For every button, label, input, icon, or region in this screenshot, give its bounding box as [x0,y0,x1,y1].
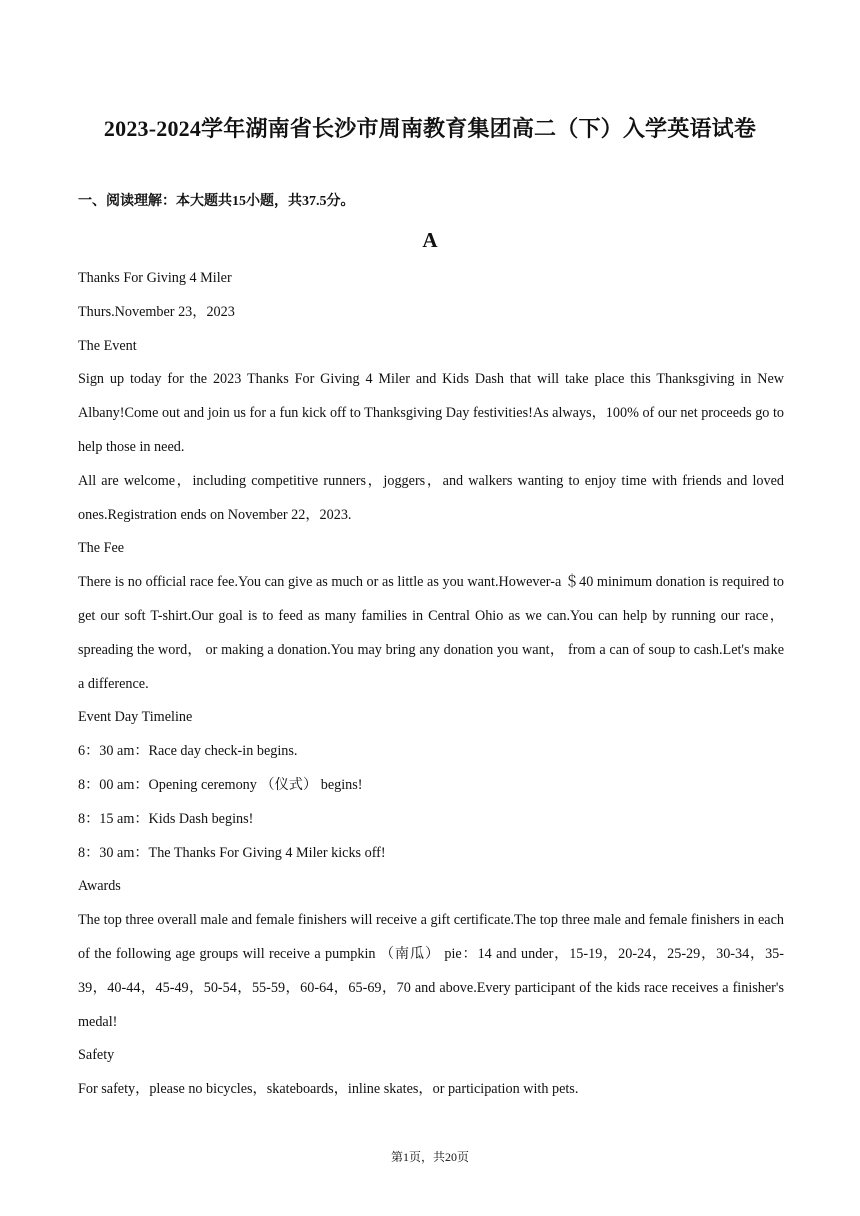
paragraph-awards: The top three overall male and female finishers will receive a gift certificate.The top three male and female finishers in each of the following age groups will receive a pumpkin （南瓜） pie：14 and under，15-19，20-24，25-29，30-34，35-39，40-44，45-49，50-54，55-59，60-64，65-69，70 and above.Every participant of the kids race receives a finisher's medal! [78,912,784,1030]
heading-the-event: The Event [78,337,137,354]
heading-awards: Awards [78,878,121,895]
heading-the-fee: The Fee [78,540,125,557]
page-footer: 第1页，共20页 [390,1150,469,1164]
event-name: Thanks For Giving 4 Miler [78,270,232,286]
section-heading: 一、阅读理解：本大题共15小题，共37.5分。 [78,194,355,209]
heading-safety: Safety [78,1047,115,1064]
timeline-item: 6：30 am：Race day check-in begins. [78,743,298,760]
passage-body [78,262,784,1107]
exam-title: 2023-2024学年湖南省长沙市周南教育集团高二（下）入学英语试卷 [103,116,757,141]
paragraph-event-intro: Sign up today for the 2023 Thanks For Giving 4 Miler and Kids Dash that will take place this Thanksgiving in New Albany!Come out and join us for a fun kick off to Thanksgiving Day festivities!As always，100% of our net proceeds go to help those in need. [78,371,784,455]
paragraph-event-welcome: All are welcome，including competitive runners，joggers，and walkers wanting to enjoy time with friends and loved ones.Registration ends on November 22，2023. [78,472,784,523]
timeline-item: 8：15 am：Kids Dash begins! [78,810,254,827]
passage-label: A [422,228,438,252]
heading-timeline: Event Day Timeline [78,709,193,726]
paragraph-fee: There is no official race fee.You can give as much or as little as you want.However-a ＄40 minimum donation is required to get our soft T-shirt.Our goal is to feed as many families in Central Ohio as we can.You can help by running our race， spreading the word， or making a donation.You may bring any donation you want， from a can of soup to cash.Let's make a difference. [78,574,784,692]
timeline-item: 8：00 am：Opening ceremony （仪式） begins! [78,776,363,793]
timeline-item: 8：30 am：The Thanks For Giving 4 Miler kicks off! [78,844,386,861]
event-date: Thurs.November 23，2023 [78,303,235,320]
paragraph-safety: For safety，please no bicycles，skateboards，inline skates，or participation with pets. [78,1081,579,1098]
